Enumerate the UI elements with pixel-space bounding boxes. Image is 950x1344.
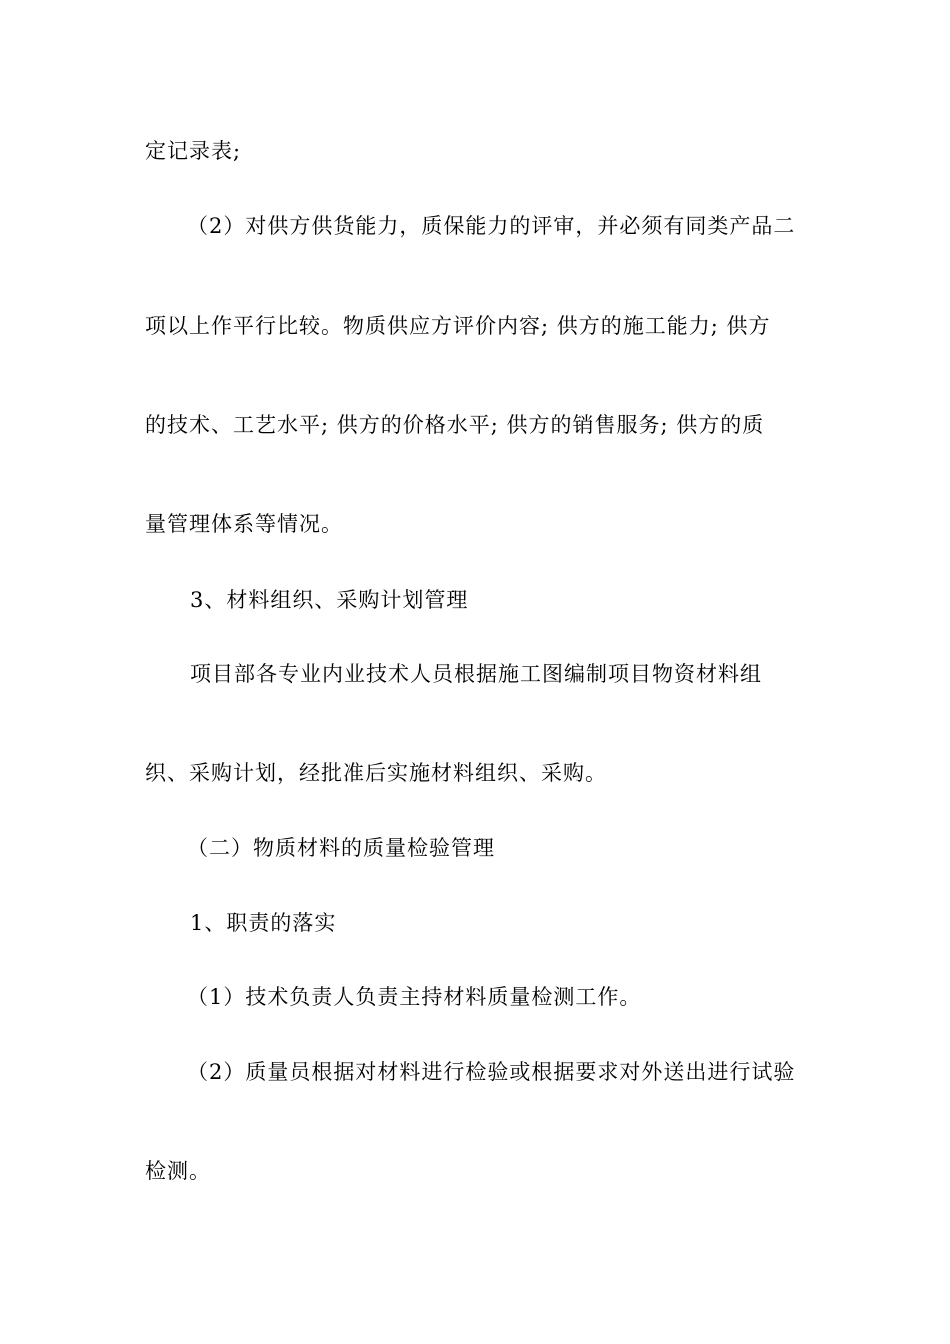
text-line: 项以上作平行比较。物质供应方评价内容; 供方的施工能力; 供方 — [145, 314, 771, 338]
text-line: （2）对供方供货能力，质保能力的评审，并必须有同类产品二 — [187, 214, 796, 238]
text-line: （1）技术负责人负责主持材料质量检测工作。 — [187, 985, 642, 1009]
section-heading: （二）物质材料的质量检验管理 — [187, 836, 495, 860]
text-line: 检测。 — [145, 1159, 211, 1183]
text-line: 项目部各专业内业技术人员根据施工图编制项目物资材料组 — [190, 662, 762, 686]
text-line: （2）质量员根据对材料进行检验或根据要求对外送出进行试验 — [187, 1060, 796, 1084]
section-heading: 3、材料组织、采购计划管理 — [190, 588, 469, 612]
text-line: 量管理体系等情况。 — [145, 512, 343, 536]
text-line: 织、采购计划，经批准后实施材料组织、采购。 — [145, 761, 607, 785]
section-heading: 1、职责的落实 — [190, 911, 337, 935]
text-line: 定记录表; — [145, 139, 242, 163]
text-line: 的技术、工艺水平; 供方的价格水平; 供方的销售服务; 供方的质 — [145, 413, 765, 437]
